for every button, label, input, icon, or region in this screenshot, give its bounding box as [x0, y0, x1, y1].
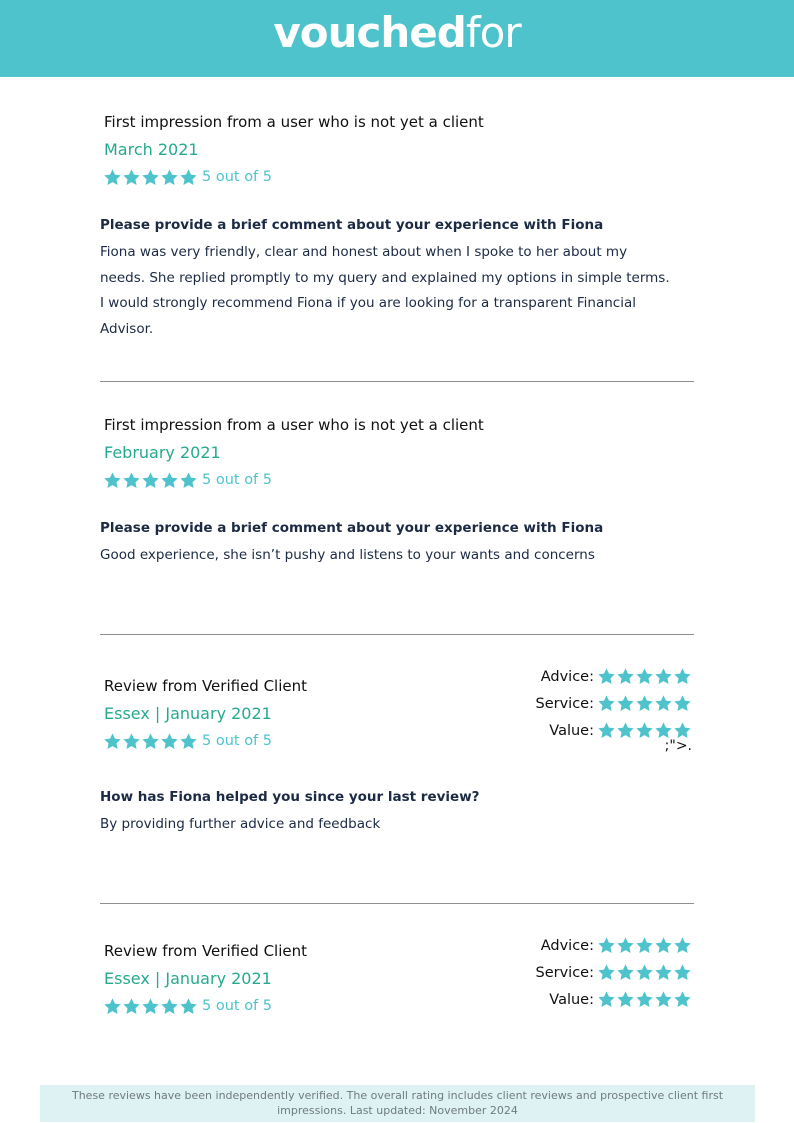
footer-note: These reviews have been independently verified. The overall rating includes client reviews and prospective client first impressions. Last updated: November 2024	[40, 1085, 755, 1122]
stray-markup-text: ;">.	[664, 738, 692, 754]
star-icon	[179, 168, 198, 187]
star-icon	[616, 963, 635, 982]
star-rating	[597, 963, 692, 982]
star-rating	[597, 990, 692, 1009]
overall-rating	[103, 469, 272, 491]
vouchedfor-logo[interactable]: vouchedfor	[273, 8, 521, 57]
star-icon	[673, 694, 692, 713]
star-icon	[141, 732, 160, 751]
review-type: First impression from a user who is not yet a client	[104, 113, 484, 131]
divider	[100, 903, 694, 904]
review-date: Essex | January 2021	[104, 704, 272, 723]
star-icon	[635, 694, 654, 713]
service-rating	[492, 690, 692, 717]
value-label: Value:	[549, 722, 594, 739]
star-icon	[597, 721, 616, 740]
star-icon	[103, 471, 122, 490]
overall-rating	[103, 166, 272, 188]
review-question: Please provide a brief comment about your experience with Fiona	[100, 520, 604, 536]
star-icon	[616, 667, 635, 686]
star-icon	[616, 694, 635, 713]
star-icon	[597, 936, 616, 955]
star-icon	[635, 721, 654, 740]
star-icon	[179, 471, 198, 490]
star-icon	[654, 694, 673, 713]
star-icon	[635, 963, 654, 982]
star-rating	[103, 168, 198, 187]
review-type: Review from Verified Client	[104, 677, 308, 695]
star-icon	[103, 168, 122, 187]
star-rating	[597, 694, 692, 713]
review-date: Essex | January 2021	[104, 969, 272, 988]
rating-text: 5 out of 5	[202, 998, 273, 1014]
star-icon	[635, 936, 654, 955]
review-answer: Good experience, she isn’t pushy and listens to your wants and concerns	[100, 547, 595, 563]
advice-rating	[492, 663, 692, 690]
review-date: February 2021	[104, 443, 221, 462]
star-icon	[122, 997, 141, 1016]
star-rating	[597, 936, 692, 955]
star-icon	[179, 732, 198, 751]
review-question: Please provide a brief comment about your experience with Fiona	[100, 217, 604, 233]
star-icon	[635, 990, 654, 1009]
star-icon	[597, 694, 616, 713]
review-type: Review from Verified Client	[104, 942, 308, 960]
star-icon	[654, 936, 673, 955]
star-icon	[141, 168, 160, 187]
value-label: Value:	[549, 991, 594, 1008]
star-icon	[597, 667, 616, 686]
star-icon	[654, 990, 673, 1009]
sub-ratings	[492, 663, 692, 754]
star-rating	[597, 667, 692, 686]
rating-text: 5 out of 5	[202, 733, 273, 749]
rating-text: 5 out of 5	[202, 472, 273, 488]
review-date: March 2021	[104, 140, 199, 159]
star-icon	[141, 997, 160, 1016]
star-rating	[103, 732, 198, 751]
star-icon	[654, 667, 673, 686]
star-icon	[160, 168, 179, 187]
star-icon	[616, 721, 635, 740]
header-banner	[0, 0, 794, 77]
service-rating	[492, 959, 692, 986]
review-type: First impression from a user who is not yet a client	[104, 416, 484, 434]
star-icon	[635, 667, 654, 686]
star-icon	[673, 667, 692, 686]
star-icon	[160, 997, 179, 1016]
star-rating	[103, 997, 198, 1016]
star-icon	[122, 168, 141, 187]
divider	[100, 634, 694, 635]
star-icon	[160, 471, 179, 490]
star-icon	[122, 732, 141, 751]
star-icon	[122, 471, 141, 490]
star-icon	[673, 963, 692, 982]
star-icon	[673, 990, 692, 1009]
star-icon	[141, 471, 160, 490]
star-icon	[103, 732, 122, 751]
advice-label: Advice:	[540, 937, 594, 954]
star-icon	[103, 997, 122, 1016]
review-question: How has Fiona helped you since your last review?	[100, 789, 480, 805]
star-rating	[103, 471, 198, 490]
star-icon	[654, 963, 673, 982]
service-label: Service:	[535, 695, 594, 712]
star-icon	[160, 732, 179, 751]
advice-label: Advice:	[540, 668, 594, 685]
star-icon	[179, 997, 198, 1016]
star-icon	[597, 963, 616, 982]
service-label: Service:	[535, 964, 594, 981]
overall-rating	[103, 730, 272, 752]
rating-text: 5 out of 5	[202, 169, 273, 185]
star-icon	[616, 936, 635, 955]
sub-ratings	[492, 932, 692, 1013]
review-answer: Fiona was very friendly, clear and honest about when I spoke to her about my needs. She replied promptly to my query and explained my options in simple terms. I would strongly recommend Fiona if you are looking for a transparent Financial Advisor.	[100, 244, 670, 337]
overall-rating	[103, 995, 272, 1017]
star-icon	[597, 990, 616, 1009]
star-icon	[616, 990, 635, 1009]
advice-rating	[492, 932, 692, 959]
divider	[100, 381, 694, 382]
value-rating	[492, 986, 692, 1013]
star-icon	[673, 936, 692, 955]
review-answer: By providing further advice and feedback	[100, 816, 381, 832]
